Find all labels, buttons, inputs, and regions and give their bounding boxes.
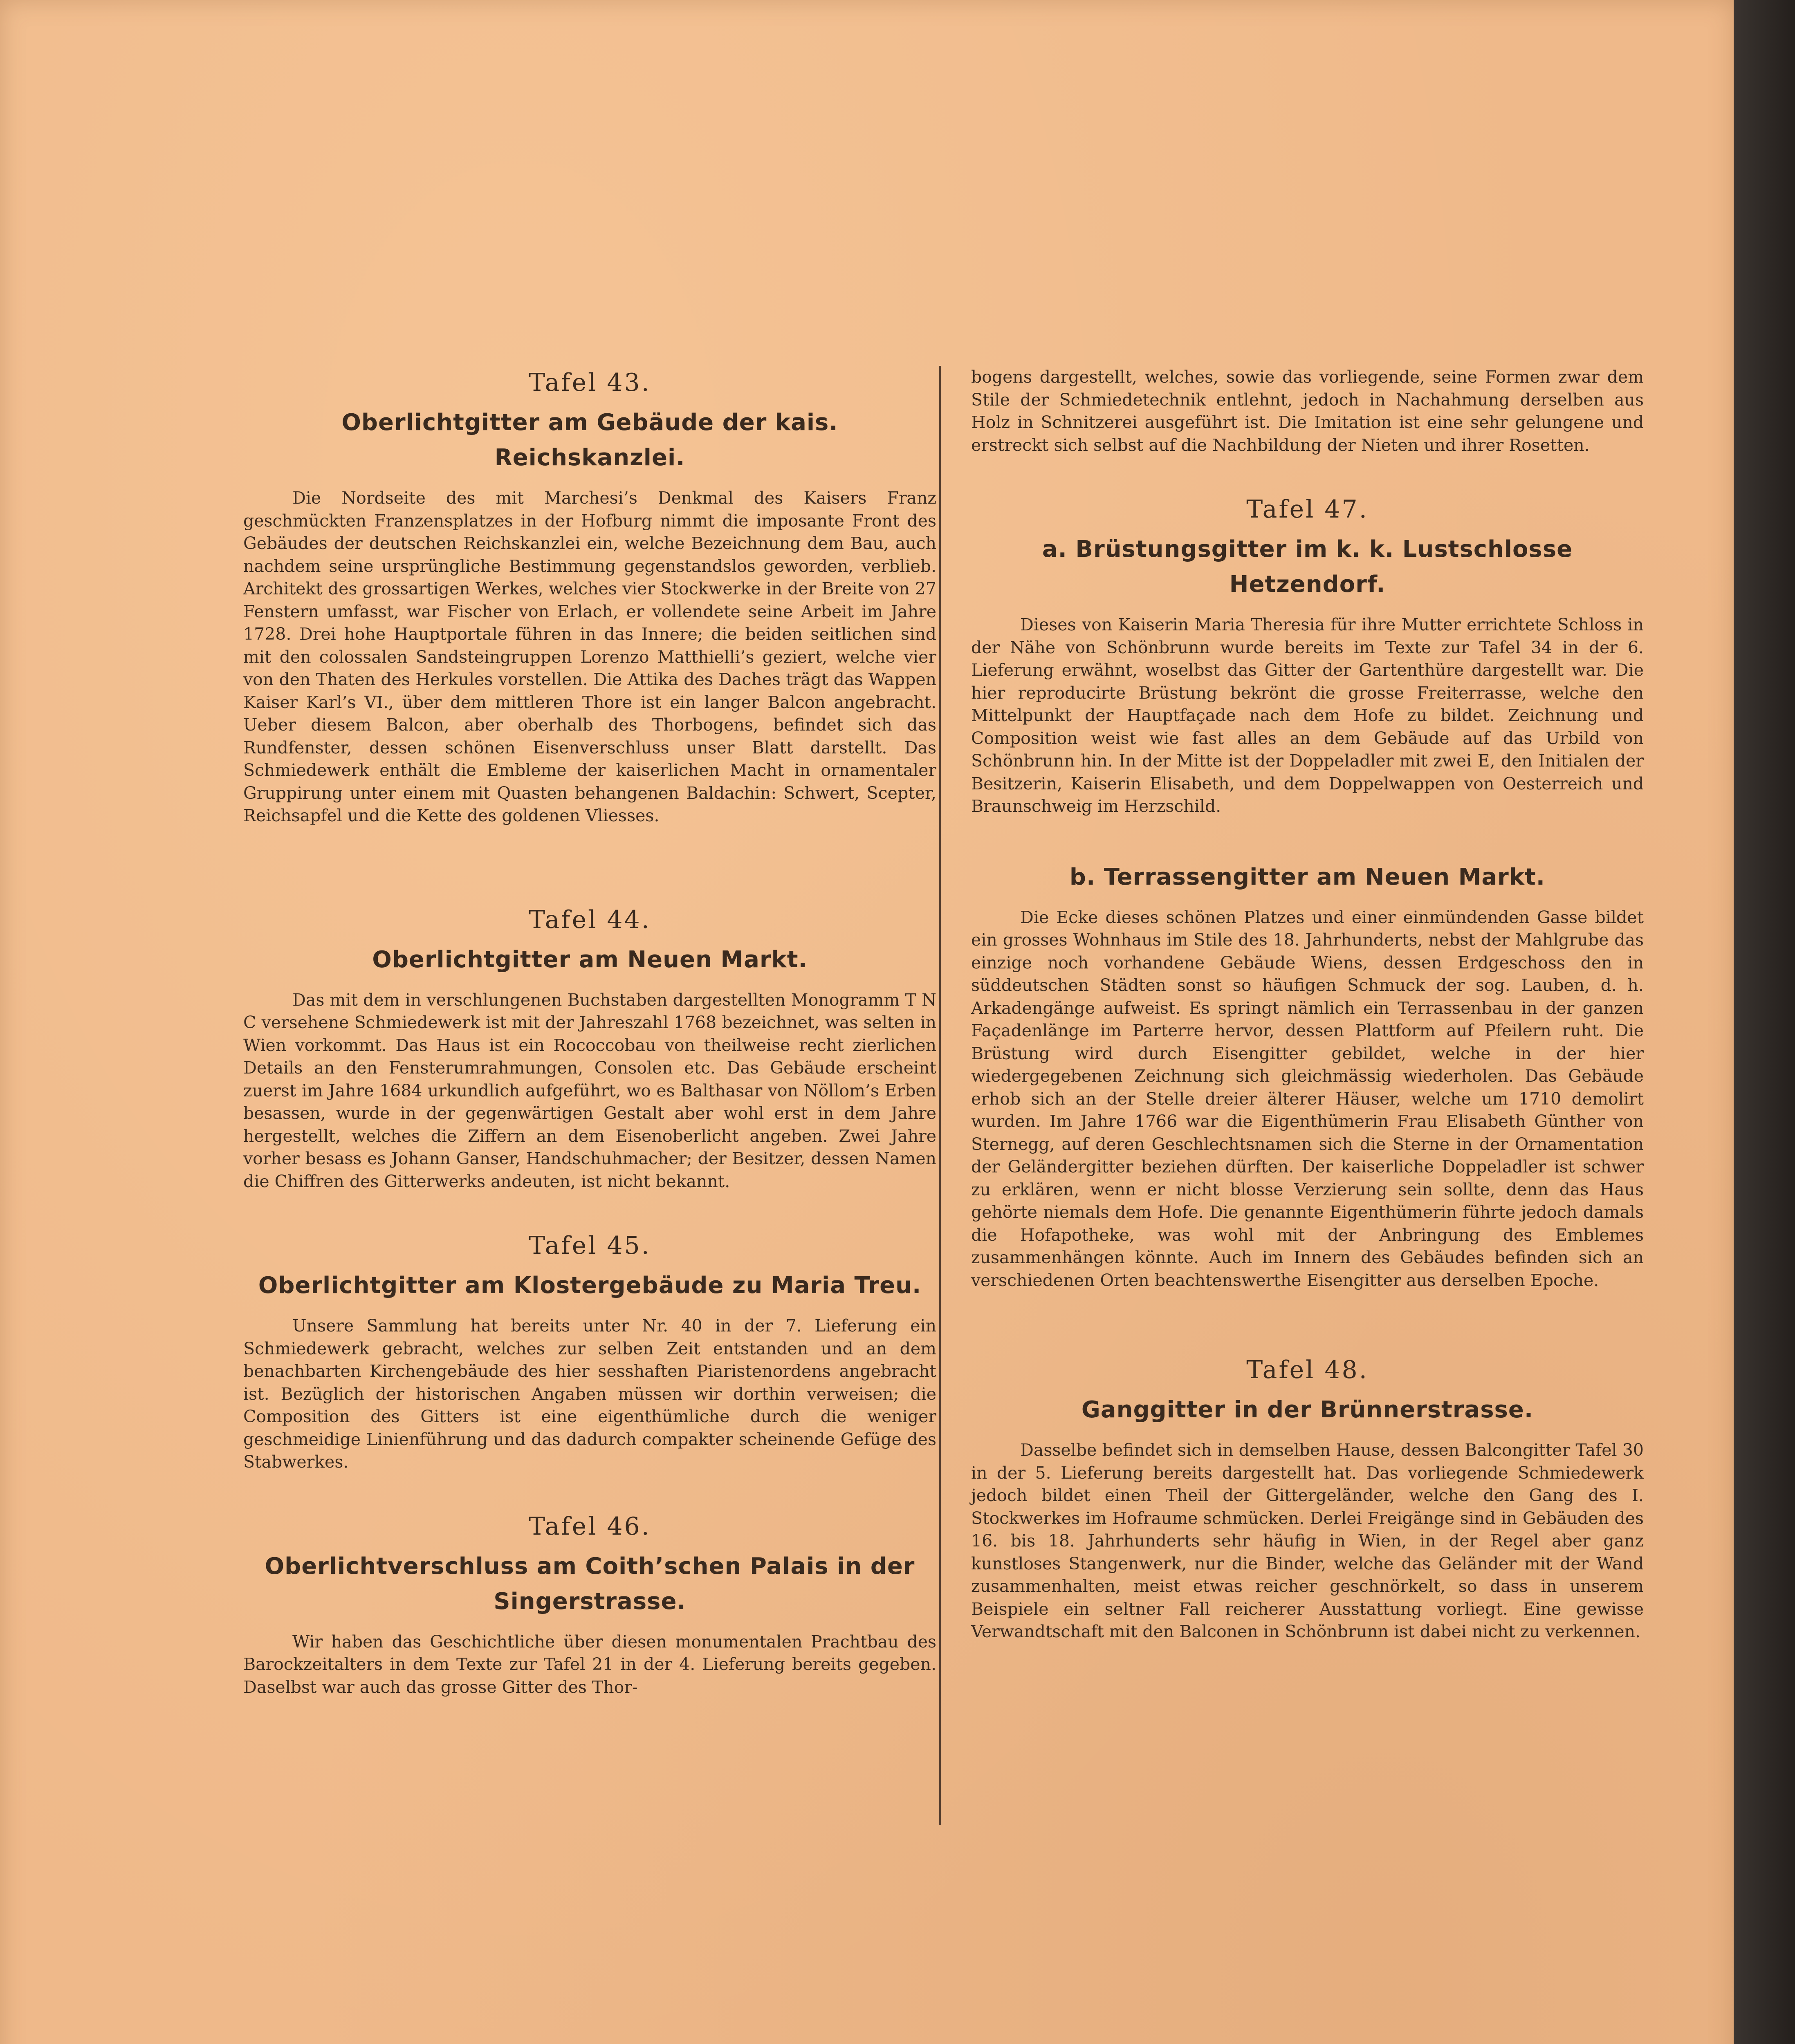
- tafel-46-number: Tafel 46.: [529, 1512, 651, 1541]
- column-divider: [939, 366, 941, 1825]
- tafel-48-body: Dasselbe befindet sich in demselben Hause, dessen Balcongitter Tafel 30 in der 5. Lieferung bereits dargestellt hat. Das vorliegende Schmiedewerk jedoch bildet einen Theil der Gittergeländer, welche den Gang des I. Stockwerkes im Hofraume schmücken. Derlei Freigänge sind in Gebäuden des 16. bis 18. Jahrhunderts sehr häufig in Wien, in der Regel aber ganz kunstloses Stangenwerk, nur die Binder, welche das Geländer mit der Wand zusammenhalten, meist etwas reicher geschnörkelt, so dass in unserem Beispiele ein seltner Fall reicherer Ausstattung vorliegt. Eine gewisse Verwandtschaft mit den Balconen in Schönbrunn ist dabei nicht zu verkennen.: [971, 1440, 1644, 1641]
- tafel-47-number: Tafel 47.: [1246, 495, 1369, 524]
- scan-background-strip: [1734, 0, 1795, 2044]
- tafel-45-number: Tafel 45.: [529, 1231, 651, 1260]
- tafel-43-heading: Oberlichtgitter am Gebäude der kais. Reichskanzlei.: [341, 409, 838, 471]
- tafel-47a-heading: a. Brüstungsgitter im k. k. Lustschlosse Hetzendorf.: [1042, 536, 1573, 598]
- tafel-44-heading: Oberlichtgitter am Neuen Markt.: [372, 946, 808, 973]
- tafel-47b-heading: b. Terrassengitter am Neuen Markt.: [1069, 863, 1546, 890]
- tafel-47a-body: Dieses von Kaiserin Maria Theresia für ihre Mutter errichtete Schloss in der Nähe von Schönbrunn wurde bereits im Texte zur Tafel 34 in der 6. Lieferung erwähnt, woselbst das Gitter der Gartenthüre dargestellt war. Die hier reproducirte Brüstung bekrönt die grosse Freiterrasse, welche den Mittelpunkt der Hauptfaçade nach dem Hofe zu bildet. Zeichnung und Composition weist wie fast alles an dem Gebäude auf das Urbild von Schönbrunn hin. In der Mitte ist der Doppeladler mit zwei E, den Initialen der Besitzerin, Kaiserin Elisabeth, und dem Doppelwappen von Oesterreich und Braunschweig im Herzschild.: [971, 615, 1644, 816]
- right-column: [971, 366, 1644, 1643]
- tafel-48-number: Tafel 48.: [1246, 1356, 1369, 1384]
- section-tafel-44: [243, 903, 936, 1193]
- tafel-46-body: Wir haben das Geschichtliche über diesen monumentalen Prachtbau des Barockzeitalters in dem Texte zur Tafel 21 in der 4. Lieferung bereits gegeben. Daselbst war auch das grosse Gitter des Thor-: [243, 1632, 936, 1697]
- tafel-46-heading: Oberlichtverschluss am Coith’schen Palais in der Singerstrasse.: [265, 1553, 915, 1615]
- tafel-44-number: Tafel 44.: [529, 905, 651, 934]
- tafel-45-heading: Oberlichtgitter am Klostergebäude zu Maria Treu.: [258, 1272, 922, 1299]
- tafel-44-body: Das mit dem in verschlungenen Buchstaben dargestellten Monogramm T N C versehene Schmiedewerk ist mit der Jahreszahl 1768 bezeichnet, was selten in Wien vorkommt. Das Haus ist ein Rococcobau von theilweise recht zierlichen Details an den Fensterumrahmungen, Consolen etc. Das Gebäude erscheint zuerst im Jahre 1684 urkundlich aufgeführt, wo es Balthasar von Nöllom’s Erben besassen, wurde in der gegenwärtigen Gestalt aber wohl erst in dem Jahre hergestellt, welches die Ziffern an dem Eisenoberlicht angeben. Zwei Jahre vorher besass es Johann Ganser, Handschuhmacher; der Besitzer, dessen Namen die Chiffren des Gitterwerks andeuten, ist nicht bekannt.: [243, 990, 936, 1191]
- tafel-45-body: Unsere Sammlung hat bereits unter Nr. 40 in der 7. Lieferung ein Schmiedewerk gebracht, welches zur selben Zeit entstanden und an dem benachbarten Kirchengebäude des hier sesshaften Piaristenordens angebracht ist. Bezüglich der historischen Angaben müssen wir dorthin verweisen; die Composition des Gitters ist eine eigenthümliche durch die weniger geschmeidige Linienführung und das dadurch compakter scheinende Gefüge des Stabwerkes.: [243, 1316, 936, 1472]
- tafel-48-heading: Ganggitter in der Brünnerstrasse.: [1081, 1396, 1534, 1423]
- left-column: [243, 366, 936, 1699]
- section-tafel-46: [243, 1510, 936, 1699]
- section-tafel-45: [243, 1229, 936, 1474]
- section-tafel-48: [971, 1353, 1644, 1643]
- tafel-46-body-continued: bogens dargestellt, welches, sowie das vorliegende, seine Formen zwar dem Stile der Schmiedetechnik entlehnt, jedoch in Nachahmung derselben aus Holz in Schnitzerei ausgeführt ist. Die Imitation ist eine sehr gelungene und erstreckt sich selbst auf die Nachbildung der Nieten und ihrer Rosetten.: [971, 367, 1644, 455]
- tafel-43-number: Tafel 43.: [529, 368, 651, 397]
- section-tafel-43: [243, 366, 936, 827]
- tafel-47b-body: Die Ecke dieses schönen Platzes und einer einmündenden Gasse bildet ein grosses Wohnhaus im Stile des 18. Jahrhunderts, nebst der Mahlgrube das einzige noch vorhandene Gebäude Wiens, dessen Erdgeschoss den in süddeutschen Städten sonst so häufigen Schmuck der sog. Lauben, d. h. Arkadengänge aufweist. Es springt nämlich ein Terrassenbau in der ganzen Façadenlänge im Parterre hervor, dessen Plattform auf Pfeilern ruht. Die Brüstung wird durch Eisengitter gebildet, welche in der hier wiedergegebenen Zeichnung sich gleichmässig wiederholen. Das Gebäude erhob sich an der Stelle dreier älterer Häuser, welche um 1710 demolirt wurden. Im Jahre 1766 war die Eigenthümerin Frau Elisabeth Günther von Sternegg, auf deren Geschlechtsnamen sich die Sterne in der Ornamentation der Geländergitter beziehen dürften. Der kaiserliche Doppeladler ist schwer zu erklären, wenn er nicht blosse Verzierung sein sollte, denn das Haus gehörte niemals dem Hofe. Die genannte Eigenthümerin führte jedoch damals die Hofapotheke, was wohl mit der Anbringung des Emblemes zusammenhängen könnte. Auch im Innern des Gebäudes befinden sich an verschiedenen Orten beachtenswerthe Eisengitter aus derselben Epoche.: [971, 907, 1644, 1290]
- tafel-43-body: Die Nordseite des mit Marchesi’s Denkmal des Kaisers Franz geschmückten Franzensplatzes in der Hofburg nimmt die imposante Front des Gebäudes der deutschen Reichskanzlei ein, welche Bezeichnung dem Bau, auch nachdem seine ursprüngliche Bestimmung gegenstandslos geworden, verblieb. Architekt des grossartigen Werkes, welches vier Stockwerke in der Breite von 27 Fenstern umfasst, war Fischer von Erlach, er vollendete seine Arbeit im Jahre 1728. Drei hohe Hauptportale führen in das Innere; die beiden seitlichen sind mit den colossalen Sandsteingruppen Lorenzo Matthielli’s geziert, welche vier von den Thaten des Herkules vorstellen. Die Attika des Daches trägt das Wappen Kaiser Karl’s VI., über dem mittleren Thore ist ein langer Balcon angebracht. Ueber diesem Balcon, aber oberhalb des Thorbogens, befindet sich das Rundfenster, dessen schönen Eisenverschluss unser Blatt darstellt. Das Schmiedewerk enthält die Embleme der kaiserlichen Macht in ornamentaler Gruppirung unter einem mit Quasten behangenen Baldachin: Schwert, Scepter, Reichsapfel und die Kette des goldenen Vliesses.: [243, 488, 936, 825]
- section-tafel-47: [971, 493, 1644, 1292]
